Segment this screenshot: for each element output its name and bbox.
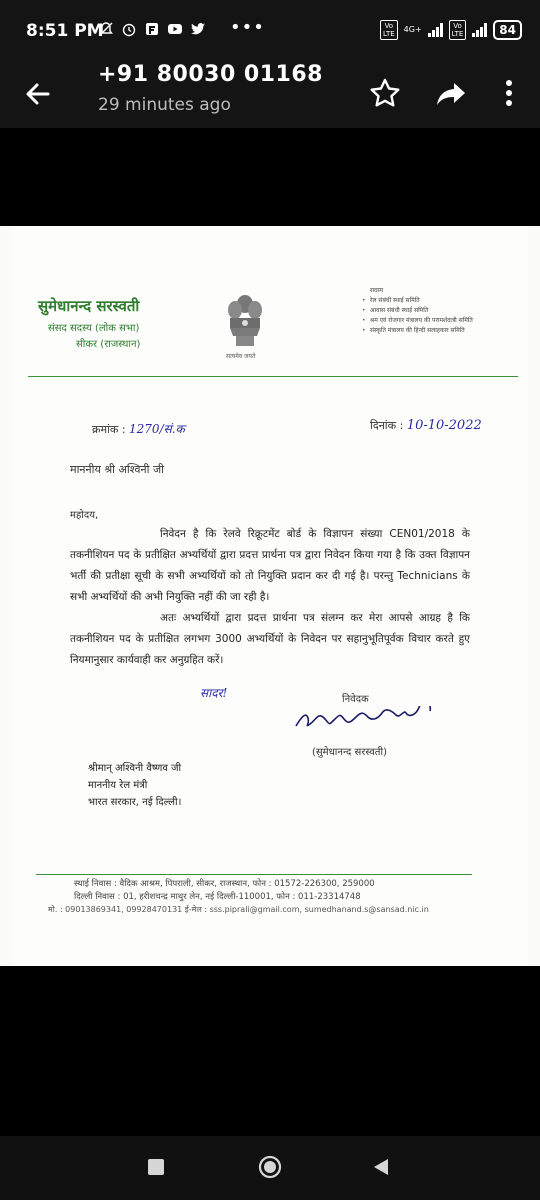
- letterhead-place: सीकर (राजस्थान): [76, 339, 141, 350]
- date-value: 10-10-2022: [406, 418, 482, 433]
- status-bar: [0, 0, 540, 62]
- footer-contact: मो. : 09013869341, 09928470131 ई-मेल : sss.piprali@gmail.com, sumedhanand.s@sansad.nic.in: [48, 905, 429, 914]
- signal-icon: [428, 23, 443, 37]
- committee-heading: सदस्य: [370, 287, 384, 294]
- more-options-icon[interactable]: [494, 74, 524, 112]
- regards-handwritten: सादर!: [200, 686, 228, 700]
- reference-label: क्रमांक :: [92, 423, 126, 436]
- nivedak-label: निवेदक: [342, 694, 369, 705]
- volte-badge-2: Vo LTE: [449, 20, 467, 40]
- twitter-icon: [190, 21, 206, 37]
- committee-item: • आवास संबंधी स्थाई समिति: [362, 306, 502, 316]
- greeting: महोदय,: [70, 510, 99, 521]
- signal-icon-2: [472, 23, 487, 37]
- nav-back-icon[interactable]: [372, 1157, 390, 1177]
- system-nav-bar: [0, 1136, 540, 1200]
- signer-name: (सुमेधानन्द सरस्वती): [312, 747, 388, 758]
- body-paragraph-1: निवेदन है कि रेलवे रिक्रूटमेंट बोर्ड के विज्ञापन संख्या CEN01/2018 के तकनीशियन पद के प्रतीक्षित अभ्यर्थियों द्वारा प्रदत्त प्रार्थना पत्र द्वारा निवेदन किया गया है कि उक्त विज्ञापन भर्ती की प्रतीक्षा सूची के सभी अभ्यर्थियों को तो नियुक्ति प्रदान कर दी गई है। परन्तु Technicians के सभी अभ्यर्थियों की अभी नियुक्ति नहीं की जा रही है।: [70, 528, 470, 603]
- status-system-icons: [380, 20, 522, 40]
- letterhead-role: संसद सदस्य (लोक सभा): [48, 323, 140, 334]
- emblem-caption: सत्यमेव जयते: [226, 353, 256, 360]
- footer-delhi-address: दिल्ली निवास : 01, हरीशचन्द्र माथुर लेन, नई दिल्ली-110001, फोन : 011-23314748: [74, 892, 361, 902]
- alarm-icon: [121, 21, 137, 37]
- recent-apps-button[interactable]: [148, 1159, 164, 1175]
- salutation: माननीय श्री अश्विनी जी: [70, 463, 165, 476]
- battery-indicator: 84: [493, 20, 522, 40]
- committee-item: • संस्कृति मंत्रालय की हिन्दी सलाहकार समिति: [362, 326, 502, 336]
- volte-badge-1: Vo LTE: [380, 20, 398, 40]
- committee-item: • श्रम एवं रोजगार मंत्रालय की परामर्शदात्री समिति: [362, 316, 502, 326]
- forward-icon[interactable]: [432, 74, 470, 112]
- star-icon[interactable]: [366, 74, 404, 112]
- body-paragraph-2: अतः अभ्यर्थियों द्वारा प्रदत्त प्रार्थना पत्र संलग्न कर मेरा आपसे आग्रह है कि तकनीशियन पद के प्रतीक्षित लगभग 3000 अभ्यर्थियों के निवेदन पर सहानुभूतिपूर्वक विचार करते हुए नियमानुसार कार्यवाही कर अनुग्रहित करें।: [70, 612, 470, 666]
- network-type: 4G+: [403, 25, 422, 34]
- addressee-block: [88, 760, 181, 811]
- letterhead-divider: [28, 376, 518, 377]
- national-emblem-icon: [222, 292, 268, 356]
- more-notifications-indicator: •••: [230, 17, 265, 38]
- addressee-line: श्रीमान् अश्विनी वैष्णव जी: [88, 763, 182, 774]
- status-notification-icons: [98, 21, 206, 37]
- addressee-line: भारत सरकार, नई दिल्ली।: [88, 797, 182, 808]
- footer-divider: [36, 874, 472, 875]
- app-notification-icon: [144, 21, 160, 37]
- status-time: 8:51 PM: [26, 21, 104, 41]
- signature-icon: [290, 706, 450, 736]
- letter-date: [370, 418, 482, 433]
- letter-image[interactable]: [0, 226, 540, 966]
- home-button[interactable]: [258, 1155, 282, 1179]
- reference-value: 1270/सं.क: [129, 422, 185, 436]
- back-arrow-icon[interactable]: [18, 74, 58, 114]
- addressee-line: माननीय रेल मंत्री: [88, 780, 148, 791]
- date-label: दिनांक :: [370, 419, 404, 432]
- footer-permanent-address: स्थाई निवास : वैदिक आश्रम, पिपराली, सीकर, राजस्थान, फोन : 01572-226300, 259000: [74, 879, 375, 889]
- youtube-icon: [167, 21, 183, 37]
- committee-list: [362, 286, 502, 336]
- committee-item: • रेल संबंधी स्थाई समिति: [362, 296, 502, 306]
- letter-body: [70, 524, 470, 671]
- sent-time: 29 minutes ago: [98, 95, 231, 115]
- letterhead-name: सुमेधानन्द सरस्वती: [38, 297, 140, 315]
- sender-title: +91 80030 01168: [98, 62, 323, 87]
- bell-off-icon: [98, 21, 114, 37]
- reference-number: [92, 420, 185, 437]
- app-bar: [0, 62, 540, 128]
